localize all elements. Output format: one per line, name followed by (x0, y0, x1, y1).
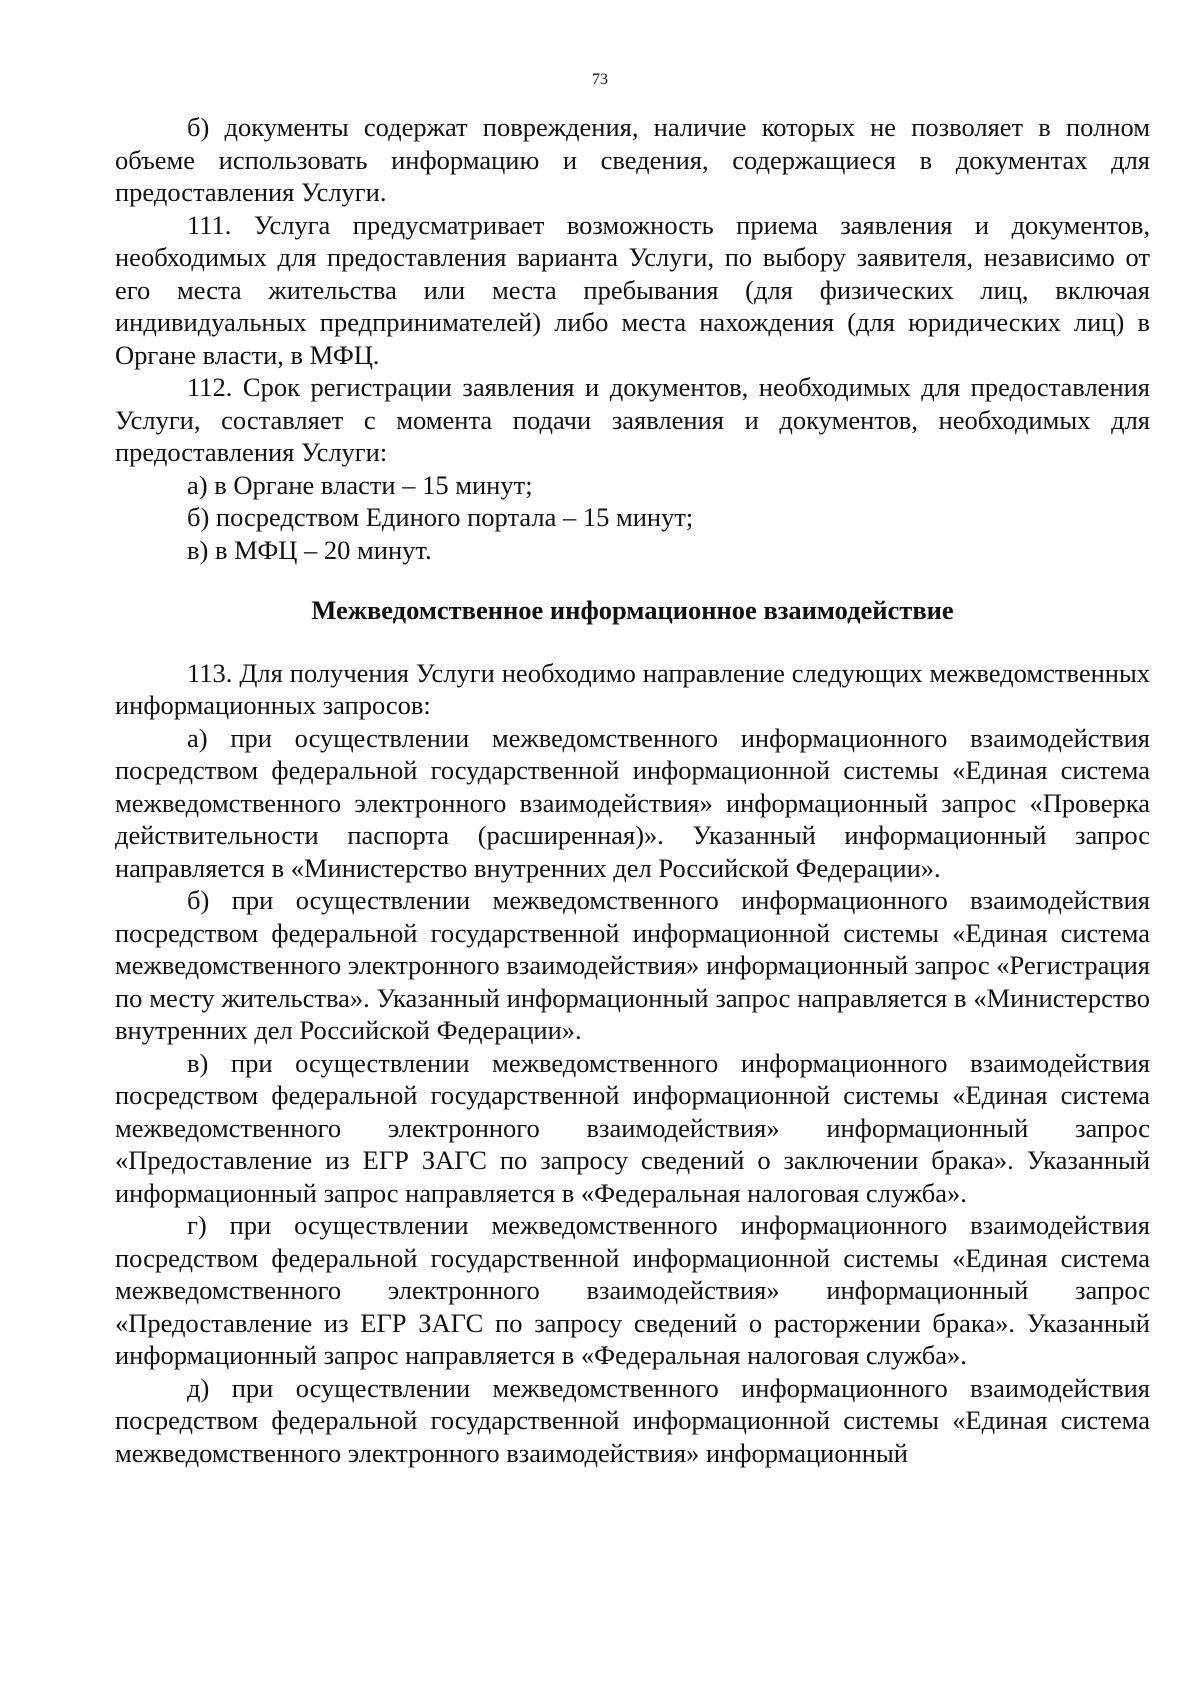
spacer (115, 627, 1150, 657)
paragraph-113-b: б) при осуществлении межведомственного информационного взаимодействия посредством федеральной государственной информационной системы «Единая система межведомственного электронного взаимодействия» информационный запрос «Регистрация по месту жительства». Указанный информационный запрос направляется в «Министерство внутренних дел Российской Федерации». (115, 885, 1150, 1045)
paragraph-111: 111. Услуга предусматривает возможность приема заявления и документов, необходимых для предоставления варианта Услуги, по выбору заявителя, независимо от его места жительства или места пребывания (для физических лиц, включая индивидуальных предпринимателей) либо места нахождения (для юридических лиц) в Органе власти, в МФЦ. (115, 209, 1150, 370)
paragraph-113-a: а) при осуществлении межведомственного информационного взаимодействия посредством федеральной государственной информационной системы «Единая система межведомственного электронного взаимодействия» информационный запрос «Проверка действительности паспорта (расширенная)». Указанный информационный запрос направляется в «Министерство внутренних дел Российской Федерации». (115, 722, 1150, 883)
paragraph-113-v: в) при осуществлении межведомственного информационного взаимодействия посредством федеральной государственной информационной системы «Единая система межведомственного электронного взаимодействия» информационный запрос «Предоставление из ЕГР ЗАГС по запросу сведений о заключении брака». Указанный информационный запрос направляется в «Федеральная налоговая служба». (115, 1047, 1150, 1208)
spacer (115, 566, 1150, 594)
paragraph-113-g: г) при осуществлении межведомственного информационного взаимодействия посредством федеральной государственной информационной системы «Единая система межведомственного электронного взаимодействия» информационный запрос «Предоставление из ЕГР ЗАГС по запросу сведений о расторжении брака». Указанный информационный запрос направляется в «Федеральная налоговая служба». (115, 1210, 1150, 1370)
paragraph-113-d: д) при осуществлении межведомственного информационного взаимодействия посредством федеральной государственной информационной системы «Единая система межведомственного электронного взаимодействия» информационный (115, 1372, 1150, 1468)
list-item-b-portal: б) посредством Единого портала – 15 минут; (187, 502, 694, 532)
paragraph-item-b-damaged-docs: б) документы содержат повреждения, наличие которых не позволяет в полном объеме использовать информацию и сведения, содержащиеся в документах для предоставления Услуги. (115, 112, 1150, 207)
section-heading: Межведомственное информационное взаимодействие (311, 595, 954, 625)
list-item-a-authority: а) в Органе власти – 15 минут; (187, 469, 533, 500)
paragraph-113: 113. Для получения Услуги необходимо направление следующих межведомственных информационных запросов: (115, 657, 1150, 720)
paragraph-112: 112. Срок регистрации заявления и документов, необходимых для предоставления Услуги, составляет с момента подачи заявления и документов, необходимых для предоставления Услуги: (115, 372, 1150, 467)
document-body (115, 111, 1150, 1469)
list-item-v-mfc: в) в МФЦ – 20 минут. (187, 534, 432, 565)
page-number: 73 (592, 71, 608, 88)
